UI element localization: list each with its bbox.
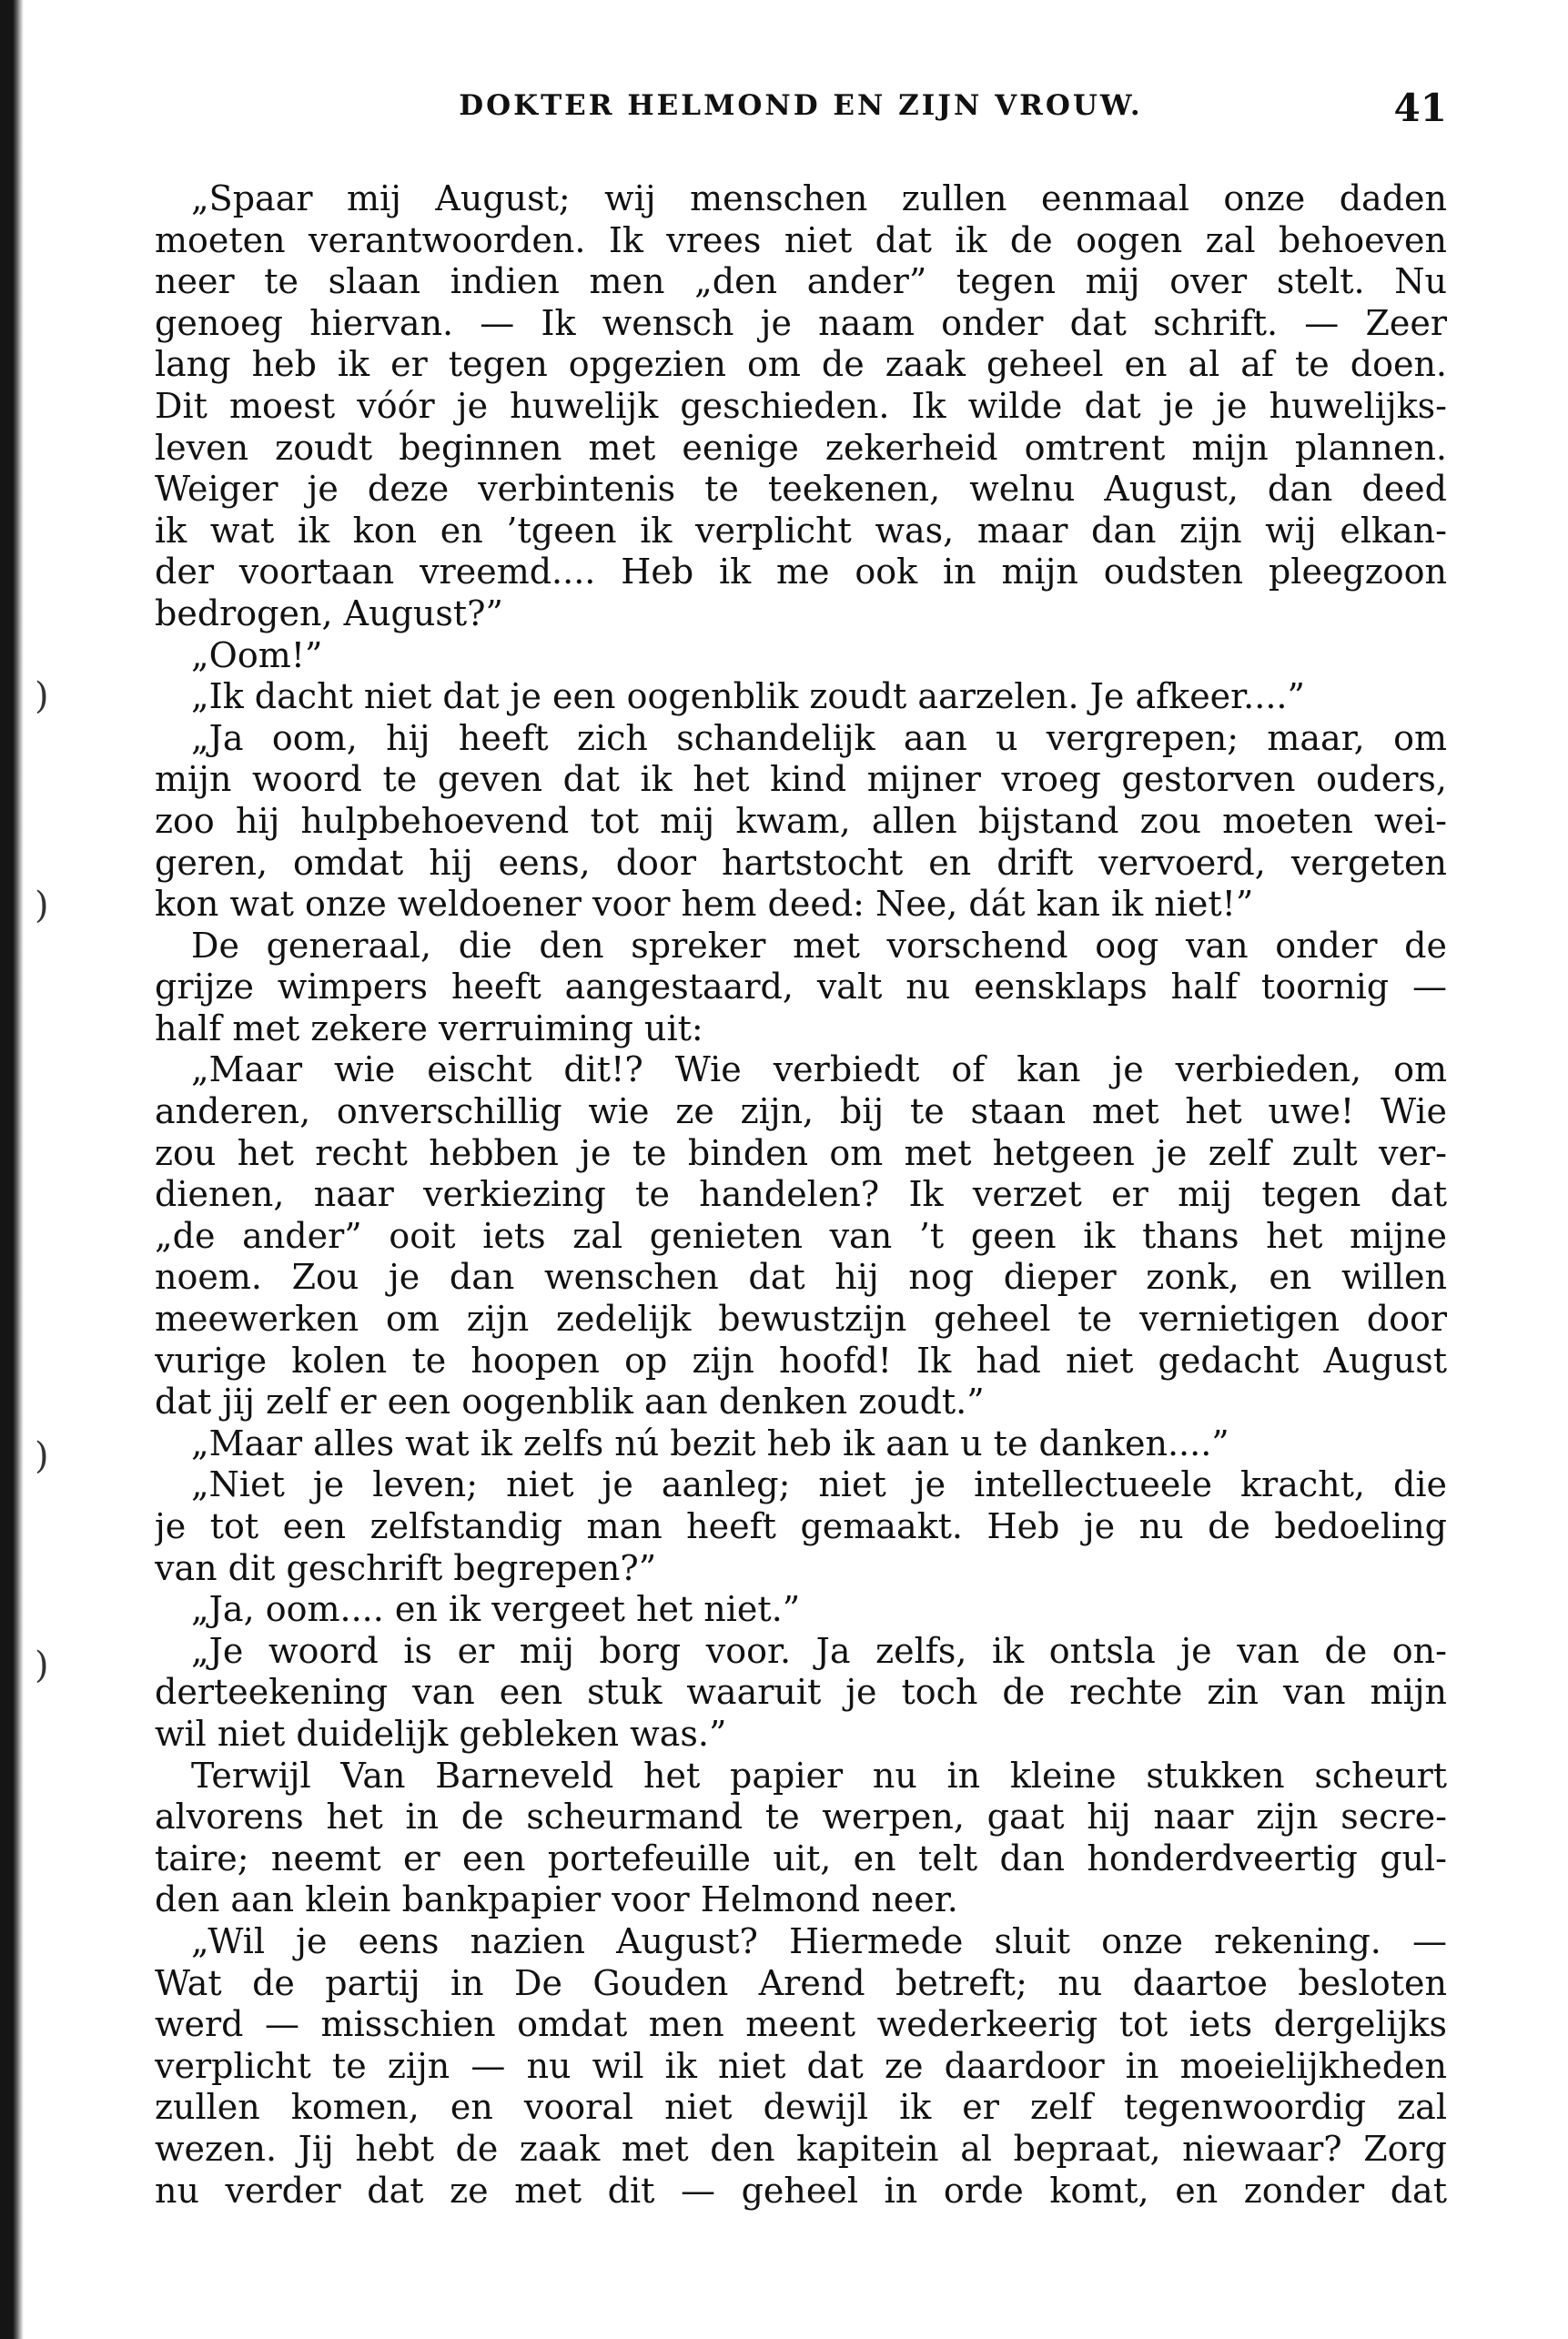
text-line: „Ja oom, hij heeft zich schandelijk aan u vergrepen; maar, om xyxy=(191,717,1447,758)
text-line: mijn woord te geven dat ik het kind mijner vroeg gestorven ouders, xyxy=(155,759,1447,800)
text-line: „Je woord is er mij borg voor. Ja zelfs, ik ontsla je van de on- xyxy=(191,1630,1447,1671)
text-line: lang heb ik er tegen opgezien om de zaak geheel en al af te doen. xyxy=(155,344,1447,385)
text-line: wezen. Jij hebt de zaak met den kapitein al bepraat, niewaar? Zorg xyxy=(155,2128,1447,2169)
text-line: neer te slaan indien men „den ander” tegen mij over stelt. Nu xyxy=(155,261,1447,302)
text-line: kon wat onze weldoener voor hem deed: Nee, dát kan ik niet!” xyxy=(155,884,1254,925)
text-line: derteekening van een stuk waaruit je toch de rechte zin van mijn xyxy=(155,1672,1447,1713)
text-line: „Maar alles wat ik zelfs nú bezit heb ik aan u te danken....” xyxy=(191,1423,1229,1463)
text-line: „Wil je eens nazien August? Hiermede sluit onze rekening. — xyxy=(191,1920,1447,1961)
page-header xyxy=(155,86,1447,144)
text-line: anderen, onverschillig wie ze zijn, bij te staan met het uwe! Wie xyxy=(155,1091,1447,1132)
text-line: „Niet je leven; niet je aanleg; niet je intellectueele kracht, die xyxy=(191,1464,1447,1505)
margin-mark: ) xyxy=(35,885,49,926)
text-line: grijze wimpers heeft aangestaard, valt nu eensklaps half toornig — xyxy=(155,967,1447,1007)
text-line: „Ik dacht niet dat je een oogenblik zoudt aarzelen. Je afkeer....” xyxy=(191,676,1305,717)
text-line: geren, omdat hij eens, door hartstocht en drift vervoerd, vergeten xyxy=(155,842,1447,883)
text-line: verplicht te zijn — nu wil ik niet dat ze daardoor in moeielijkheden xyxy=(155,2045,1447,2086)
margin-mark: ) xyxy=(35,675,49,717)
page-number: 41 xyxy=(1393,86,1447,130)
text-line: werd — misschien omdat men meent wederkeerig tot iets dergelijks xyxy=(155,2004,1447,2045)
text-line: zou het recht hebben je te binden om met hetgeen je zelf zult ver- xyxy=(155,1132,1447,1173)
text-line: taire; neemt er een portefeuille uit, en telt dan honderdveertig gul- xyxy=(155,1838,1447,1878)
text-line: genoeg hiervan. — Ik wensch je naam onder dat schrift. — Zeer xyxy=(155,302,1447,343)
text-line: ik wat ik kon en ’tgeen ik verplicht was, maar dan zijn wij elkan- xyxy=(155,510,1447,551)
text-line: half met zekere verruiming uit: xyxy=(155,1007,703,1048)
text-line: van dit geschrift begrepen?” xyxy=(155,1547,657,1588)
text-line: „Maar wie eischt dit!? Wie verbiedt of kan je verbieden, om xyxy=(191,1049,1447,1090)
text-line: De generaal, die den spreker met vorschend oog van onder de xyxy=(191,925,1447,966)
text-line: Wat de partij in De Gouden Arend betreft; nu daartoe besloten xyxy=(155,1962,1447,2003)
text-line: nu verder dat ze met dit — geheel in orde komt, en zonder dat xyxy=(155,2170,1447,2211)
text-line: „de ander” ooit iets zal genieten van ’t geen ik thans het mijne xyxy=(155,1215,1447,1256)
text-line: meewerken om zijn zedelijk bewustzijn geheel te vernietigen door xyxy=(155,1299,1447,1340)
text-line: „Ja, oom.... en ik vergeet het niet.” xyxy=(191,1589,801,1630)
text-line: Dit moest vóór je huwelijk geschieden. Ik wilde dat je je huwelijks- xyxy=(155,385,1447,426)
text-line: der voortaan vreemd.... Heb ik me ook in mijn oudsten pleegzoon xyxy=(155,552,1447,592)
text-line: Weiger je deze verbintenis te teekenen, welnu August, dan deed xyxy=(155,469,1447,510)
body-text xyxy=(155,178,1447,2212)
text-line: wil niet duidelijk gebleken was.” xyxy=(155,1713,727,1754)
text-line: je tot een zelfstandig man heeft gemaakt. Heb je nu de bedoeling xyxy=(155,1506,1447,1546)
margin-mark: ) xyxy=(35,1435,49,1477)
text-line: bedrogen, August?” xyxy=(155,592,503,633)
page-binding-edge xyxy=(0,0,24,2339)
text-line: dat jij zelf er een oogenblik aan denken zoudt.” xyxy=(155,1382,985,1423)
text-line: moeten verantwoorden. Ik vrees niet dat ik de oogen zal behoeven xyxy=(155,219,1447,260)
text-line: vurige kolen te hoopen op zijn hoofd! Ik had niet gedacht August xyxy=(155,1340,1447,1381)
text-line: leven zoudt beginnen met eenige zekerheid omtrent mijn plannen. xyxy=(155,427,1447,468)
running-title: DOKTER HELMOND EN ZIJN VROUW. xyxy=(459,89,1143,122)
text-line: Terwijl Van Barneveld het papier nu in kleine stukken scheurt xyxy=(191,1755,1447,1796)
text-line: noem. Zou je dan wenschen dat hij nog dieper zonk, en willen xyxy=(155,1257,1447,1298)
text-line: den aan klein bankpapier voor Helmond neer. xyxy=(155,1879,958,1920)
text-line: „Spaar mij August; wij menschen zullen eenmaal onze daden xyxy=(191,178,1447,218)
text-line: alvorens het in de scheurmand te werpen, gaat hij naar zijn secre- xyxy=(155,1797,1447,1838)
text-line: dienen, naar verkiezing te handelen? Ik verzet er mij tegen dat xyxy=(155,1174,1447,1215)
text-line: „Oom!” xyxy=(191,634,323,675)
margin-mark: ) xyxy=(35,1645,49,1686)
text-line: zullen komen, en vooral niet dewijl ik er zelf tegenwoordig zal xyxy=(155,2087,1447,2128)
text-line: zoo hij hulpbehoevend tot mij kwam, allen bijstand zou moeten wei- xyxy=(155,800,1447,841)
